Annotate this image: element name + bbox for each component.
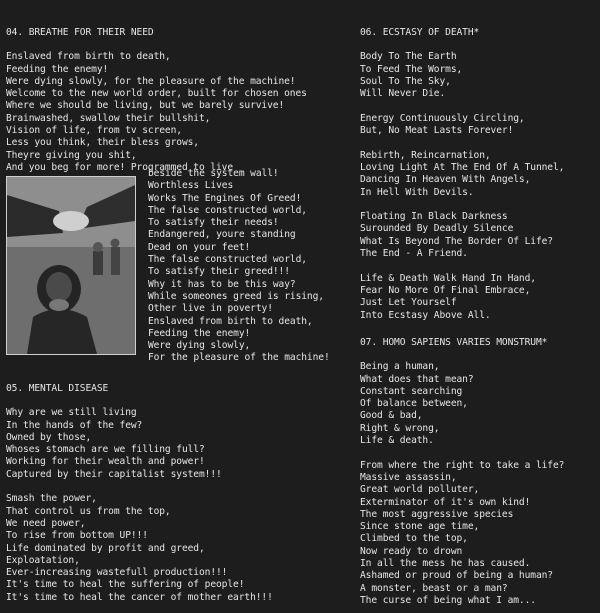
lyric-line: Ever-increasing wastefull production!!! (6, 567, 228, 579)
lyric-line: From where the right to take a life? (360, 459, 565, 471)
lyric-line: It's time to heal the cancer of mother earth!!! (6, 591, 273, 603)
lyric-line: Feeding the enemy! (148, 327, 251, 339)
lyric-line: Massive assassin, (360, 471, 457, 483)
lyric-line: Captured by their capitalist system!!! (6, 468, 222, 480)
track-04-verse-continued (148, 168, 338, 365)
lyric-line: Fear No More Of Final Embrace, (360, 284, 531, 296)
lyric-line: Where we should be living, but we barely survive! (6, 100, 285, 112)
lyric-line: Good & bad, (360, 410, 423, 422)
track-04-lyrics (6, 26, 336, 174)
lyric-line: In the hands of the few? (6, 419, 143, 431)
lyric-line: Soul To The Sky, (360, 75, 451, 87)
track-07-lyrics (360, 336, 596, 607)
lyric-line: Will Never Die. (360, 88, 446, 100)
album-photo (6, 176, 136, 355)
lyric-line: Enslaved from birth to death, (6, 51, 171, 63)
lyric-line: Owned by those, (6, 431, 92, 443)
lyric-line: Life dominated by profit and greed, (6, 542, 205, 554)
lyric-line: Endangered, youre standing (148, 229, 296, 241)
lyric-line: Great world polluter, (360, 484, 480, 496)
track-06-lyrics (360, 26, 596, 322)
lyric-line: Floating In Black Darkness (360, 211, 508, 223)
lyric-line: Loving Light At The End Of A Tunnel, (360, 161, 565, 173)
lyric-line: Brainwashed, swallow their bullshit, (6, 112, 211, 124)
lyric-line: Vision of life, from tv screen, (6, 125, 182, 137)
lyric-line: In Hell With Devils. (360, 186, 474, 198)
lyric-line: Why are we still living (6, 407, 137, 419)
lyric-line: Body To The Earth (360, 51, 457, 63)
lyric-line: Surounded By Deadly Silence (360, 223, 514, 235)
lyric-line: That control us from the top, (6, 505, 171, 517)
lyric-line: The false constructed world, (148, 204, 307, 216)
lyric-line: What Is Beyond The Border Of Life? (360, 235, 553, 247)
lyric-line: Life & death. (360, 435, 434, 447)
track-05-heading: 05. MENTAL DISEASE (6, 383, 109, 394)
lyric-line: A monster, beast or a man? (360, 582, 508, 594)
lyric-line: Why it has to be this way? (148, 278, 296, 290)
lyric-line: Now ready to drown (360, 545, 463, 557)
lyric-line: The curse of being what I am... (360, 594, 536, 606)
lyric-line: Exploatation, (6, 554, 80, 566)
lyric-line: Other live in poverty! (148, 303, 273, 315)
lyric-line: Of balance between, (360, 398, 468, 410)
lyric-line: Into Ecstasy Above All. (360, 309, 491, 321)
track-04-verse (6, 51, 336, 174)
track-04-heading: 04. BREATHE FOR THEIR NEED (6, 27, 154, 38)
lyric-line: To rise from bottom UP!!! (6, 530, 148, 542)
lyric-line: And you beg for more! Programmed to live (6, 161, 234, 173)
lyric-line: In all the mess he has caused. (360, 558, 531, 570)
lyric-line: Dancing In Heaven With Angels, (360, 174, 531, 186)
lyric-line: Working for their wealth and power! (6, 456, 205, 468)
lyric-line: Dead on your feet! (148, 241, 251, 253)
lyric-line: For the pleasure of the machine! (148, 352, 330, 364)
lyric-line: To satisfy their needs! (148, 217, 279, 229)
lyric-line: Being a human, (360, 361, 440, 373)
track-06-heading: 06. ECSTASY OF DEATH* (360, 27, 480, 38)
lyric-line: Whoses stomach are we filling full? (6, 444, 205, 456)
lyric-line: The End - A Friend. (360, 248, 468, 260)
lyric-line: Since stone age time, (360, 521, 480, 533)
lyric-line: The most aggressive species (360, 508, 514, 520)
lyric-line: To satisfy their greed!!! (148, 266, 290, 278)
track-05-lyrics (6, 382, 336, 604)
lyric-line: Right & wrong, (360, 422, 440, 434)
lyric-line: Rebirth, Reincarnation, (360, 149, 491, 161)
lyric-line: Smash the power, (6, 493, 97, 505)
track-07-heading: 07. HOMO SAPIENS VARIES MONSTRUM* (360, 337, 548, 348)
lyric-line: To Feed The Worms, (360, 63, 463, 75)
lyric-line: Welcome to the new world order, built for chosen ones (6, 88, 307, 100)
lyric-line: Were dying slowly, for the pleasure of the machine! (6, 75, 296, 87)
lyric-line: Less you think, their bless grows, (6, 137, 199, 149)
lyric-line: The false constructed world, (148, 254, 307, 266)
lyric-line: It's time to heal the suffering of people! (6, 579, 245, 591)
handshake-child-photo (7, 177, 135, 354)
lyric-line: Life & Death Walk Hand In Hand, (360, 272, 536, 284)
lyric-line: Ashamed or proud of being a human? (360, 570, 553, 582)
lyric-line: Theyre giving you shit, (6, 149, 137, 161)
lyric-line: While someones greed is rising, (148, 290, 324, 302)
lyric-line: We need power, (6, 517, 86, 529)
lyric-line: Worthless Lives (148, 180, 234, 192)
lyric-line: Enslaved from birth to death, (148, 315, 313, 327)
lyric-line: Energy Continuously Circling, (360, 112, 525, 124)
lyric-line: Constant searching (360, 385, 463, 397)
lyric-line: Just Let Yourself (360, 297, 457, 309)
lyric-line: Feeding the enemy! (6, 63, 109, 75)
lyric-line: Climbed to the top, (360, 533, 468, 545)
lyric-line: Works The Engines Of Greed! (148, 192, 302, 204)
lyric-line: beside the system wall! (148, 168, 279, 179)
lyric-line: What does that mean? (360, 373, 474, 385)
lyric-line: But, No Meat Lasts Forever! (360, 125, 514, 137)
lyric-line: Exterminator of it's own kind! (360, 496, 531, 508)
lyric-line: Were dying slowly, (148, 340, 251, 352)
